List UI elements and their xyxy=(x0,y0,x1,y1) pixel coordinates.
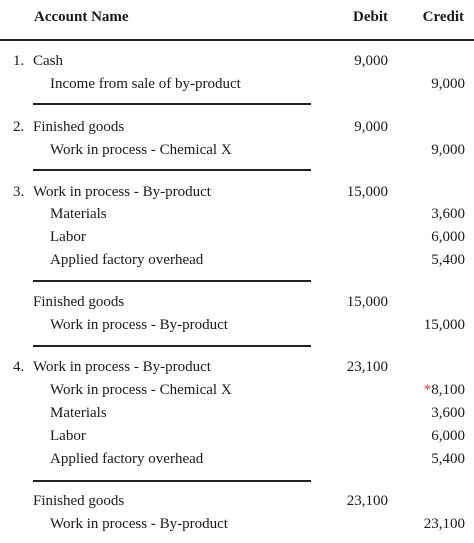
account-name: Applied factory overhead xyxy=(50,451,204,467)
entry-separator xyxy=(33,345,311,347)
account-name: Finished goods xyxy=(33,294,125,310)
debit-amount: 23,100 xyxy=(346,493,388,509)
account-name: Work in process - By-product xyxy=(33,359,211,375)
journal-row xyxy=(0,402,474,425)
credit-amount: 5,400 xyxy=(431,252,465,268)
journal-row xyxy=(0,448,474,471)
journal-row xyxy=(0,50,474,73)
debit-amount: 15,000 xyxy=(346,184,388,200)
account-name: Labor xyxy=(50,428,86,444)
header-debit: Debit xyxy=(353,9,388,25)
header-divider xyxy=(0,39,474,41)
account-name: Finished goods xyxy=(33,493,125,509)
note-marker: * xyxy=(423,382,432,398)
journal-row xyxy=(0,249,474,272)
account-name: Materials xyxy=(50,405,107,421)
journal-row xyxy=(0,314,474,337)
credit-amount: 23,100 xyxy=(423,516,465,532)
journal-row xyxy=(0,203,474,226)
journal-row xyxy=(0,116,474,139)
account-name: Work in process - By-product xyxy=(33,184,211,200)
journal-row xyxy=(0,291,474,314)
account-name: Materials xyxy=(50,206,107,222)
header-credit: Credit xyxy=(422,9,464,25)
entry-number: 2. xyxy=(13,119,25,135)
debit-amount: 9,000 xyxy=(354,119,388,135)
debit-amount: 9,000 xyxy=(354,53,388,69)
journal-row xyxy=(0,139,474,162)
account-name: Work in process - By-product xyxy=(50,317,228,333)
account-name: Applied factory overhead xyxy=(50,252,204,268)
journal-row xyxy=(0,226,474,249)
account-name: Cash xyxy=(33,53,63,69)
journal-row xyxy=(0,379,474,402)
journal-row xyxy=(0,181,474,204)
entry-number: 4. xyxy=(13,359,25,375)
credit-amount: 15,000 xyxy=(423,317,465,333)
credit-amount: 3,600 xyxy=(431,405,465,421)
entry-separator xyxy=(33,103,311,105)
entry-number: 3. xyxy=(13,184,25,200)
header-account-name: Account Name xyxy=(34,9,129,25)
account-name: Labor xyxy=(50,229,86,245)
entry-separator xyxy=(33,480,311,482)
credit-amount: 5,400 xyxy=(431,451,465,467)
table-header xyxy=(0,0,474,40)
journal-row xyxy=(0,356,474,379)
journal-row xyxy=(0,513,474,536)
account-name: Finished goods xyxy=(33,119,125,135)
journal-row xyxy=(0,425,474,448)
journal-row xyxy=(0,490,474,513)
debit-amount: 15,000 xyxy=(346,294,388,310)
entry-separator xyxy=(33,169,311,171)
credit-amount: 9,000 xyxy=(431,76,465,92)
credit-amount: 6,000 xyxy=(431,229,465,245)
account-name: Work in process - Chemical X xyxy=(50,382,232,398)
credit-amount: 3,600 xyxy=(431,206,465,222)
account-name: Work in process - By-product xyxy=(50,516,228,532)
account-name: Work in process - Chemical X xyxy=(50,142,232,158)
entry-number: 1. xyxy=(13,53,25,69)
entry-separator xyxy=(33,280,311,282)
journal-row xyxy=(0,73,474,96)
credit-amount: 6,000 xyxy=(431,428,465,444)
credit-amount: 9,000 xyxy=(431,142,465,158)
debit-amount: 23,100 xyxy=(346,359,388,375)
account-name: Income from sale of by-product xyxy=(50,76,241,92)
credit-amount: *8,100 xyxy=(423,382,465,398)
